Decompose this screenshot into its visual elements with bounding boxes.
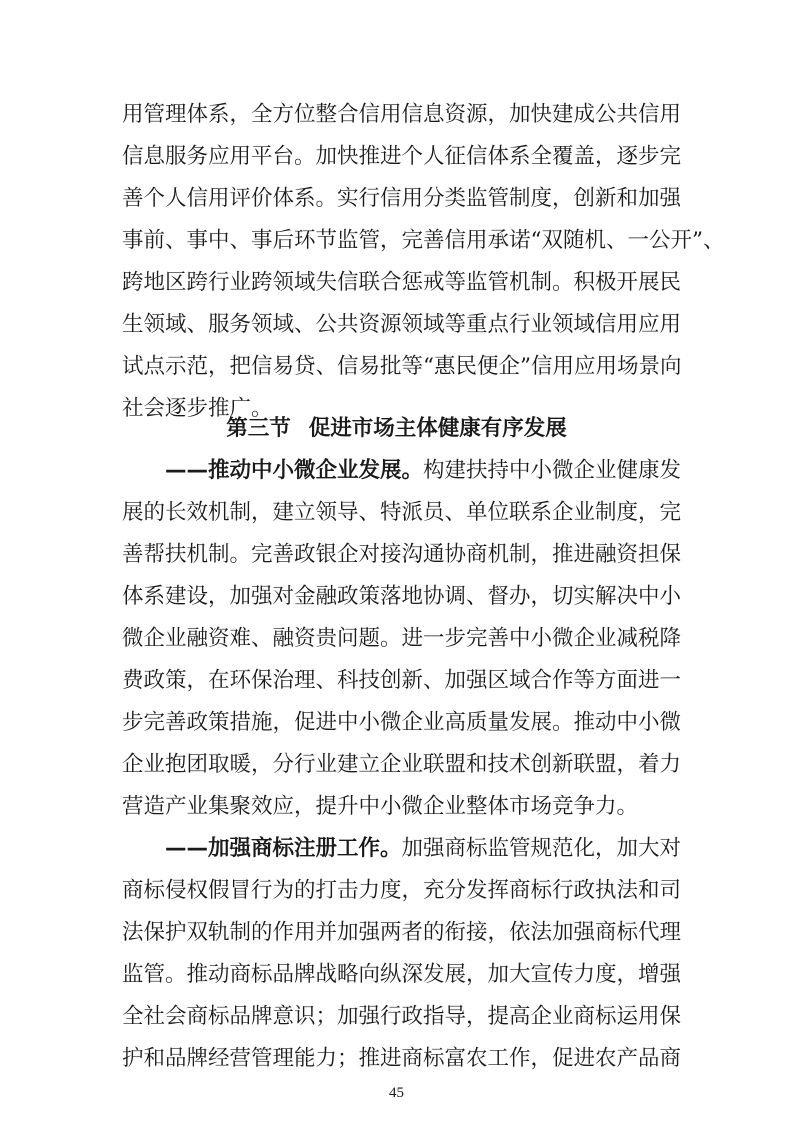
text-line: 善帮扶机制。完善政银企对接沟通协商机制，推进融资担保 xyxy=(122,542,682,567)
page-number: 45 xyxy=(389,1085,404,1101)
text-line: 费政策，在环保治理、科技创新、加强区域合作等方面进一 xyxy=(122,668,682,693)
paragraph-text: 构建扶持中小微企业健康发 xyxy=(423,458,682,483)
text-line: 企业抱团取暖，分行业建立企业联盟和技术创新联盟，着力 xyxy=(122,752,682,777)
text-line: 微企业融资难、融资贵问题。进一步完善中小微企业减税降 xyxy=(122,626,682,651)
text-line: 步完善政策措施，促进中小微企业高质量发展。推动中小微 xyxy=(122,710,682,735)
text-line: 跨地区跨行业跨领域失信联合惩戒等监管机制。积极开展民 xyxy=(122,270,682,295)
paragraph-lead: ——加强商标注册工作。 xyxy=(165,836,402,861)
text-line: 法保护双轨制的作用并加强两者的衔接，依法加强商标代理 xyxy=(122,920,682,945)
text-line: 体系建设，加强对金融政策落地协调、督办，切实解决中小 xyxy=(122,584,682,609)
text-line: 事前、事中、事后环节监管，完善信用承诺“双随机、一公开”、 xyxy=(122,228,725,253)
text-line: 信息服务应用平台。加快推进个人征信体系全覆盖，逐步完 xyxy=(122,144,682,169)
paragraph-first-line xyxy=(165,829,682,869)
text-line: 生领域、服务领域、公共资源领域等重点行业领域信用应用 xyxy=(122,312,682,337)
text-line: 营造产业集聚效应，提升中小微企业整体市场竞争力。 xyxy=(122,794,639,819)
section-heading xyxy=(0,409,793,449)
text-line: 社会逐步推广。 xyxy=(122,396,273,421)
paragraph-text: 加强商标监管规范化，加大对 xyxy=(401,836,682,861)
text-line: 善个人信用评价体系。实行信用分类监管制度，创新和加强 xyxy=(122,186,682,211)
text-line: 监管。推动商标品牌战略向纵深发展，加大宣传力度，增强 xyxy=(122,962,682,987)
paragraph-lead: ——推动中小微企业发展。 xyxy=(165,458,424,483)
text-line: 试点示范，把信易贷、信易批等“惠民便企”信用应用场景向 xyxy=(122,354,682,379)
paragraph-first-line xyxy=(165,451,682,491)
text-line: 用管理体系，全方位整合信用信息资源，加快建成公共信用 xyxy=(122,102,682,127)
section-title: 促进市场主体健康有序发展 xyxy=(308,416,567,441)
text-line: 护和品牌经营管理能力；推进商标富农工作，促进农产品商 xyxy=(122,1046,682,1071)
section-number: 第三节 xyxy=(226,416,291,441)
text-line: 展的长效机制，建立领导、特派员、单位联系企业制度，完 xyxy=(122,500,682,525)
text-line: 全社会商标品牌意识；加强行政指导，提高企业商标运用保 xyxy=(122,1004,682,1029)
text-line: 商标侵权假冒行为的打击力度，充分发挥商标行政执法和司 xyxy=(122,878,682,903)
